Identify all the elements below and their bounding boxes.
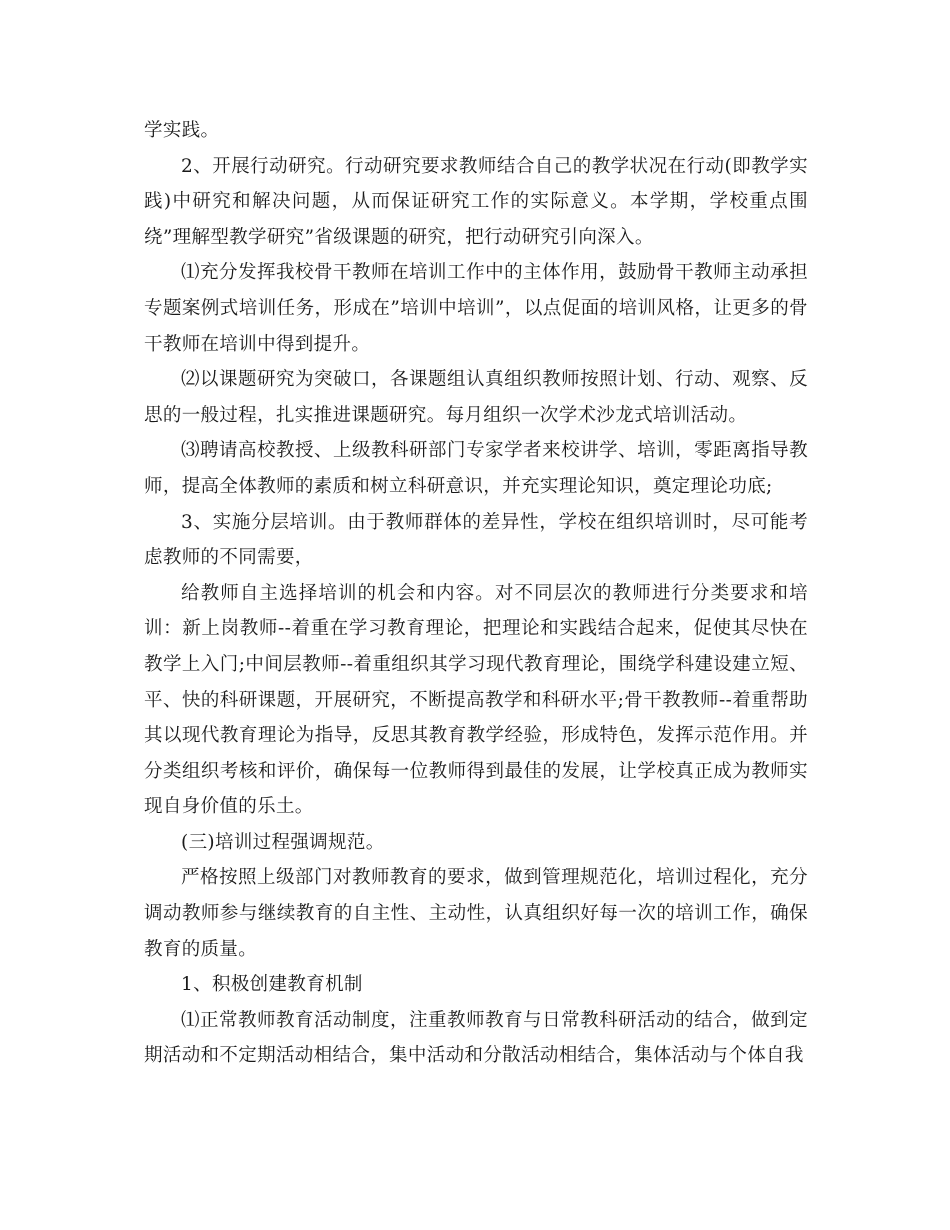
subheading-education-mechanism: 1、积极创建教育机制 xyxy=(181,974,363,996)
paragraph-layered-training: 3、实施分层培训。由于教师群体的差异性，学校在组织培训时，尽可能考虑教师的不同需要， xyxy=(144,511,808,569)
paragraph-continuation: 学实践。 xyxy=(144,120,220,141)
section-heading-standardization: (三)培训过程强调规范。 xyxy=(181,831,385,853)
paragraph-action-research: 2、开展行动研究。行动研究要求教师结合自己的教学状况在行动(即教学实践)中研究和解决问题，从而保证研究工作的实际意义。本学期，学校重点围绕”理解型教学研究”省级课题的研究，把行动研究引向深入。 xyxy=(144,155,808,248)
document-page xyxy=(144,113,808,1074)
paragraph-item-2: ⑵以课题研究为突破口，各课题组认真组织教师按照计划、行动、观察、反思的一般过程，扎实推进课题研究。每月组织一次学术沙龙式培训活动。 xyxy=(144,369,808,426)
paragraph-item-1: ⑴充分发挥我校骨干教师在培训工作中的主体作用，鼓励骨干教师主动承担专题案例式培训任务，形成在”培训中培训”，以点促面的培训风格，让更多的骨干教师在培训中得到提升。 xyxy=(144,262,808,355)
paragraph-teacher-levels: 给教师自主选择培训的机会和内容。对不同层次的教师进行分类要求和培训：新上岗教师--着重在学习教育理论，把理论和实践结合起来，促使其尽快在教学上入门;中间层教师--着重组织其学习现代教育理论，围绕学科建设建立短、平、快的科研课题，开展研究，不断提高教学和科研水平;骨干教教师--着重帮助其以现代教育理论为指导，反思其教育教学经验，形成特色，发挥示范作用。并分类组织考核和评价，确保每一位教师得到最佳的发展，让学校真正成为教师实现自身价值的乐土。 xyxy=(144,582,808,818)
paragraph-item-3: ⑶聘请高校教授、上级教科研部门专家学者来校讲学、培训，零距离指导教师，提高全体教师的素质和树立科研意识，并充实理论知识，奠定理论功底; xyxy=(144,440,808,497)
paragraph-standardization: 严格按照上级部门对教师教育的要求，做到管理规范化，培训过程化，充分调动教师参与继续教育的自主性、主动性，认真组织好每一次的培训工作，确保教育的质量。 xyxy=(144,867,808,960)
paragraph-activity-system: ⑴正常教师教育活动制度，注重教师教育与日常教科研活动的结合，做到定期活动和不定期活动相结合，集中活动和分散活动相结合，集体活动与个体自我 xyxy=(144,1009,808,1067)
